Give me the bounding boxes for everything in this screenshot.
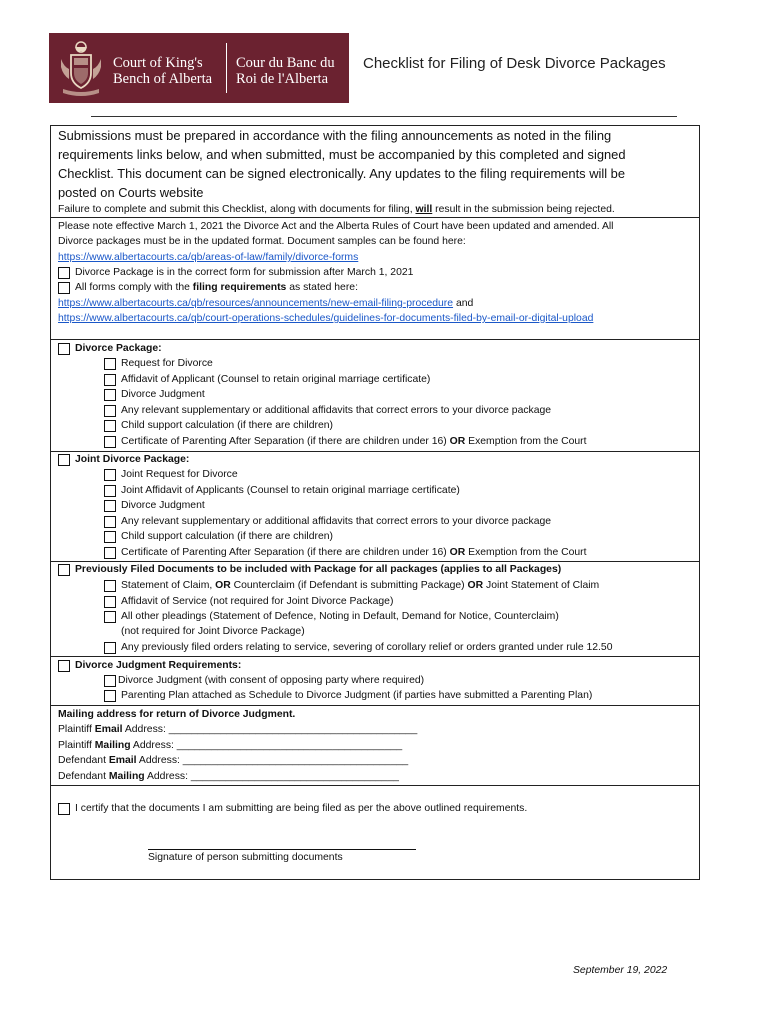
judgment-requirements-title: Divorce Judgment Requirements:	[75, 660, 242, 671]
filing-requirements-label: All forms comply with the filing requirements as stated here:	[75, 282, 358, 293]
defendant-mailing-field[interactable]: Defendant Mailing Address: ____________________________________	[58, 771, 399, 782]
other-pleadings-note: (not required for Joint Divorce Package)	[121, 626, 305, 637]
previous-orders-checkbox[interactable]	[104, 642, 116, 654]
intro-line-3: Checklist. This document can be signed electronically. Any updates to the filing requirements will be	[58, 166, 626, 181]
coat-of-arms-icon	[55, 39, 107, 97]
child-support-checkbox[interactable]	[104, 420, 116, 432]
parenting-plan-checkbox[interactable]	[104, 690, 116, 702]
judgment-consent-checkbox[interactable]	[104, 675, 116, 687]
correct-form-checkbox[interactable]	[58, 267, 70, 279]
certify-checkbox[interactable]	[58, 803, 70, 815]
child-support-label: Child support calculation (if there are children)	[121, 420, 333, 431]
page-title: Checklist for Filing of Desk Divorce Packages	[363, 55, 666, 72]
logo-text-french: Cour du Banc du Roi de l'Alberta	[236, 55, 335, 87]
filing-requirements-checkbox[interactable]	[58, 282, 70, 294]
joint-judgment-checkbox[interactable]	[104, 500, 116, 512]
logo-divider	[226, 43, 227, 93]
parenting-plan-label: Parenting Plan attached as Schedule to Divorce Judgment (if parties have submitted a Parenting Plan)	[121, 690, 593, 701]
logo-text-english: Court of King's Bench of Alberta	[113, 55, 213, 87]
signature-label: Signature of person submitting documents	[148, 852, 343, 863]
divorce-judgment-label: Divorce Judgment	[121, 389, 205, 400]
statement-of-claim-checkbox[interactable]	[104, 580, 116, 592]
intro-section	[51, 126, 699, 218]
joint-request-checkbox[interactable]	[104, 469, 116, 481]
title-rule	[91, 116, 677, 117]
divorce-judgment-checkbox[interactable]	[104, 389, 116, 401]
previously-filed-title: Previously Filed Documents to be included with Package for all packages (applies to all Packages)	[75, 564, 562, 575]
joint-child-support-checkbox[interactable]	[104, 531, 116, 543]
divorce-package-checkbox[interactable]	[58, 343, 70, 355]
divorce-forms-link[interactable]: https://www.albertacourts.ca/qb/areas-of-law/family/divorce-forms	[58, 252, 359, 263]
plaintiff-mailing-field[interactable]: Plaintiff Mailing Address: _______________________________________	[58, 740, 403, 751]
checklist-table	[50, 125, 700, 880]
rejection-warning: Failure to complete and submit this Checklist, along with documents for filing, will result in the submission being rejected.	[58, 204, 615, 215]
certify-label: I certify that the documents I am submitting are being filed as per the above outlined requirements.	[75, 803, 528, 814]
affidavit-of-service-checkbox[interactable]	[104, 596, 116, 608]
plaintiff-email-field[interactable]: Plaintiff Email Address: ___________________________________________	[58, 724, 418, 735]
parenting-certificate-label: Certificate of Parenting After Separation (if there are children under 16) OR Exemption from the Court	[121, 436, 587, 447]
notice-line-2: Divorce packages must be in the updated format. Document samples can be found here:	[58, 236, 466, 247]
judgment-requirements-section	[51, 657, 699, 706]
request-divorce-checkbox[interactable]	[104, 358, 116, 370]
joint-affidavit-label: Joint Affidavit of Applicants (Counsel to retain original marriage certificate)	[121, 485, 460, 496]
defendant-email-field[interactable]: Defendant Email Address: _______________________________________	[58, 755, 409, 766]
correct-form-label: Divorce Package is in the correct form for submission after March 1, 2021	[75, 267, 414, 278]
supplementary-affidavits-checkbox[interactable]	[104, 405, 116, 417]
affidavit-of-service-label: Affidavit of Service (not required for Joint Divorce Package)	[121, 596, 394, 607]
mailing-section	[51, 706, 699, 786]
judgment-consent-label: Divorce Judgment (with consent of opposing party where required)	[118, 675, 425, 686]
intro-line-2: requirements links below, and when submitted, must be accompanied by this completed and signed	[58, 147, 626, 162]
previous-orders-label: Any previously filed orders relating to service, severing of corollary relief or orders granted under rule 12.50	[121, 642, 613, 653]
affidavit-applicant-checkbox[interactable]	[104, 374, 116, 386]
divorce-package-title: Divorce Package:	[75, 343, 162, 354]
request-divorce-label: Request for Divorce	[121, 358, 213, 369]
email-filing-link[interactable]: https://www.albertacourts.ca/qb/resources/announcements/new-email-filing-procedure	[58, 298, 454, 309]
joint-affidavit-checkbox[interactable]	[104, 485, 116, 497]
joint-request-label: Joint Request for Divorce	[121, 469, 238, 480]
joint-package-section	[51, 452, 699, 562]
and-text: and	[455, 298, 474, 309]
mailing-title: Mailing address for return of Divorce Judgment.	[58, 709, 296, 720]
joint-judgment-label: Divorce Judgment	[121, 500, 205, 511]
intro-line-4: posted on Courts website	[58, 185, 204, 200]
joint-parenting-certificate-checkbox[interactable]	[104, 547, 116, 559]
email-filing-link-row	[58, 298, 473, 310]
previously-filed-checkbox[interactable]	[58, 564, 70, 576]
joint-supplementary-label: Any relevant supplementary or additional affidavits that correct errors to your divorce package	[121, 516, 552, 527]
court-logo	[49, 33, 349, 103]
affidavit-applicant-label: Affidavit of Applicant (Counsel to retain original marriage certificate)	[121, 374, 431, 385]
notice-line-1: Please note effective March 1, 2021 the Divorce Act and the Alberta Rules of Court have been updated and amended. All	[58, 221, 614, 232]
statement-of-claim-label: Statement of Claim, OR Counterclaim (if Defendant is submitting Package) OR Joint Statement of Claim	[121, 580, 600, 591]
supplementary-affidavits-label: Any relevant supplementary or additional affidavits that correct errors to your divorce package	[121, 405, 552, 416]
notice-section	[51, 218, 699, 340]
judgment-requirements-checkbox[interactable]	[58, 660, 70, 672]
divorce-package-section	[51, 340, 699, 452]
joint-package-title: Joint Divorce Package:	[75, 454, 190, 465]
footer-date: September 19, 2022	[573, 965, 668, 976]
joint-child-support-label: Child support calculation (if there are children)	[121, 531, 333, 542]
previously-filed-section	[51, 562, 699, 657]
parenting-certificate-checkbox[interactable]	[104, 436, 116, 448]
digital-upload-link[interactable]: https://www.albertacourts.ca/qb/court-operations-schedules/guidelines-for-documents-filed-by-email-or-digital-upload	[58, 313, 594, 324]
signature-line[interactable]	[148, 849, 416, 850]
joint-supplementary-checkbox[interactable]	[104, 516, 116, 528]
joint-package-checkbox[interactable]	[58, 454, 70, 466]
other-pleadings-checkbox[interactable]	[104, 611, 116, 623]
other-pleadings-label: All other pleadings (Statement of Defence, Noting in Default, Demand for Notice, Counterclaim)	[121, 611, 559, 622]
joint-parenting-certificate-label: Certificate of Parenting After Separation (if there are children under 16) OR Exemption from the Court	[121, 547, 587, 558]
intro-line-1: Submissions must be prepared in accordance with the filing announcements as noted in the filing	[58, 128, 612, 143]
